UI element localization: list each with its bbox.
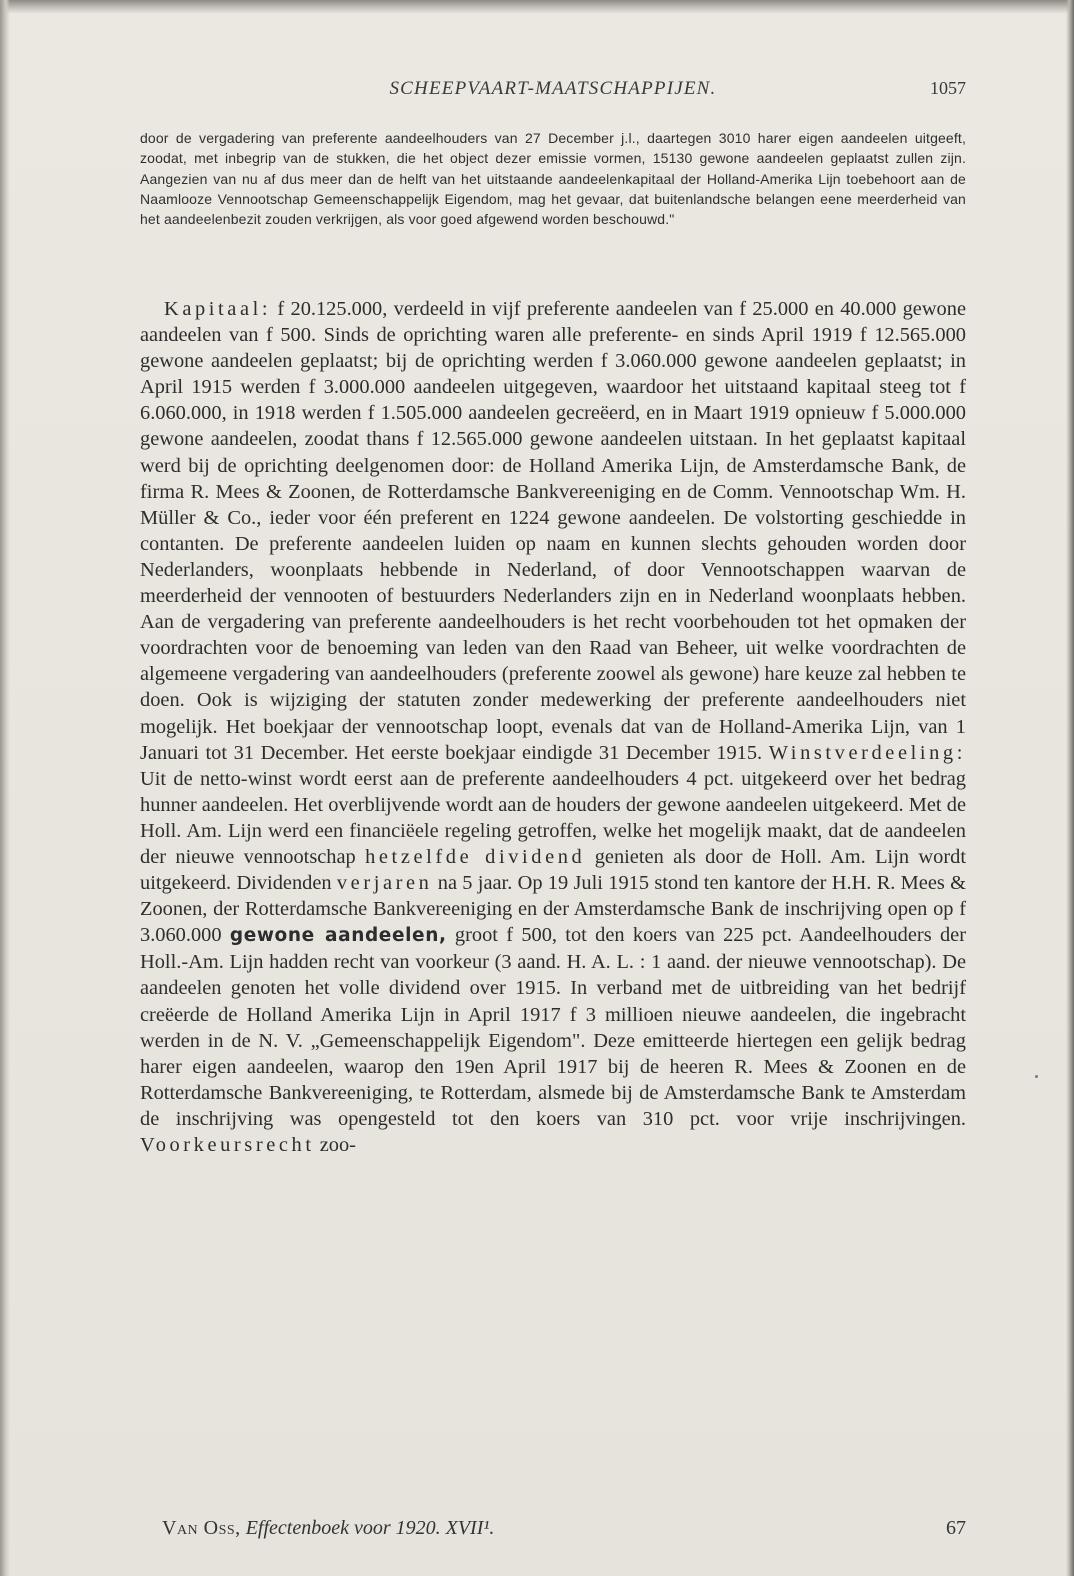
scan-left-edge — [0, 0, 10, 1576]
hetzelfde-dividend-label: hetzelfde dividend — [365, 845, 586, 868]
running-title: SCHEEPVAART-MAATSCHAPPIJEN. — [389, 78, 717, 99]
scan-speck — [1035, 1075, 1038, 1078]
body-text-5: groot f 500, tot den koers van 225 pct. Aandeelhouders der Holl.-Am. Lijn hadden recht van voorkeur (3 aand. H. A. L. : 1 aand. der nieuwe vennootschap). De aandeelen genoten het volle dividend over 1915. In verband met de uitbreiding van het bedrijf creëerde de Holland Amerika Lijn in April 1917 f 3 millioen nieuwe aandeelen, die ingebracht werden in de N. V. „Gemeenschappelijk Eigendom". Deze emitteerde hiertegen een gelijk bedrag harer eigen aandeelen, waarop den 19en April 1917 bij de heeren R. Mees & Zoonen en de Rotterdamsche Bankvereeniging, te Rotterdam, alsmede bij de Amsterdamsche Bank te Amsterdam de inschrijving was opengesteld tot den koers van 310 pct. voor vrije inschrijvingen. — [140, 924, 966, 1130]
footer-author: Van Oss, — [162, 1517, 241, 1539]
gewone-aandeelen-label: gewone aandeelen, — [229, 925, 447, 947]
scan-right-edge — [1066, 0, 1074, 1576]
footer-book-title: Effectenboek voor 1920. — [245, 1517, 441, 1539]
winstverdeeling-label: Winstverdeeling: — [768, 741, 966, 764]
verjaren-label: verjaren — [336, 872, 433, 895]
body-text-2: Uit de netto-winst wordt eerst aan de preferente aandeelhouders 4 pct. uitgekeerd over het bedrag hunner aandeelen. Het overblijvende wordt aan de houders der gewone aandeelen uitgekeerd. Met de Holl. Am. Lijn werd een financiëele regeling getroffen, welke het mogelijk maakt, dat de aandeelen der nieuwe vennootschap — [140, 767, 966, 868]
body-text-4: na 5 jaar. Op 19 Juli 1915 stond ten kantore der H.H. R. Mees & Zoonen, der Rotterdamsche Bankvereeniging en der Amsterdamsche Bank de inschrijving open op f 3.060.000 — [140, 872, 966, 947]
main-text — [140, 296, 966, 1158]
footer-volume: XVII¹. — [445, 1517, 495, 1539]
page-number: 1057 — [930, 78, 966, 98]
body-text-1: f 20.125.000, verdeeld in vijf preferente aandeelen van f 25.000 en 40.000 gewone aandeelen van f 500. Sinds de oprichting waren alle preferente- en sinds April 1919 f 12.565.000 gewone aandeelen geplaatst; bij de oprichting werden f 3.060.000 gewone aandeelen geplaatst; in April 1915 werden f 3.000.000 aandeelen uitgegeven, waardoor het uitstaand kapitaal steeg tot f 6.060.000, in 1918 werden f 1.505.000 aandeelen gecreëerd, en in Maart 1919 opnieuw f 5.000.000 gewone aandeelen, zoodat thans f 12.565.000 gewone aandeelen uitstaan. In het geplaatst kapitaal werd bij de oprichting deelgenomen door: de Holland Amerika Lijn, de Amsterdamsche Bank, de firma R. Mees & Zoonen, de Rotterdamsche Bankvereeniging en de Comm. Vennootschap Wm. H. Müller & Co., ieder voor één preferent en 1224 gewone aandeelen. De volstorting geschiedde in contanten. De preferente aandeelen luiden op naam en kunnen slechts gehouden worden door Nederlanders, woonplaats hebbende in Nederland, of door Vennootschappen waarvan de meerderheid der vennooten of bestuurders Nederlanders zijn en in Nederland woonplaats hebben. Aan de vergadering van preferente aandeelhouders is het recht voorbehouden tot het opmaken der voordrachten voor de benoeming van leden van den Raad van Beheer, uit welke voordrachten de algemeene vergadering van aandeelhouders (preferente zoowel als gewone) hare keuze zal hebben te doen. Ook is wijziging der statuten zonder medewerking der preferente aandeelhouders niet mogelijk. Het boekjaar der vennootschap loopt, evenals dat van de Holland-Amerika Lijn, van 1 Januari tot 31 December. Het eerste boekjaar eindigde 31 December 1915. — [140, 298, 966, 764]
page-header — [140, 78, 966, 108]
kapitaal-label: Kapitaal: — [164, 298, 272, 320]
kapitaal-paragraph — [140, 296, 966, 1158]
scan-top-shadow — [0, 0, 1074, 14]
voorkeursrecht-label: Voorkeursrecht — [140, 1134, 315, 1156]
footer-signature: 67 — [946, 1517, 966, 1539]
body-text-3: genieten als door de Holl. Am. Lijn wordt uitgekeerd. Dividenden — [140, 845, 966, 895]
quoted-paragraph: door de vergadering van preferente aandeelhouders van 27 December j.l., daartegen 3010 harer eigen aandeelen uitgeeft, zoodat, met inbegrip van de stukken, die het object dezer emissie vormen, 15130 gewone aandeelen geplaatst zullen zijn. Aangezien van nu af dus meer dan de helft van het uitstaande aandeelenkapitaal der Holland-Amerika Lijn toebehoort aan de Naamlooze Vennootschap Gemeenschappelijk Eigendom, mag het gevaar, dat buitenlandsche belangen eene meerderheid van het aandeelenbezit zouden verkrijgen, als voor goed afgewend worden beschouwd." — [140, 130, 966, 228]
body-text-6: zoo- — [314, 1134, 356, 1156]
page-footer — [162, 1517, 966, 1547]
footer-citation — [162, 1517, 494, 1540]
